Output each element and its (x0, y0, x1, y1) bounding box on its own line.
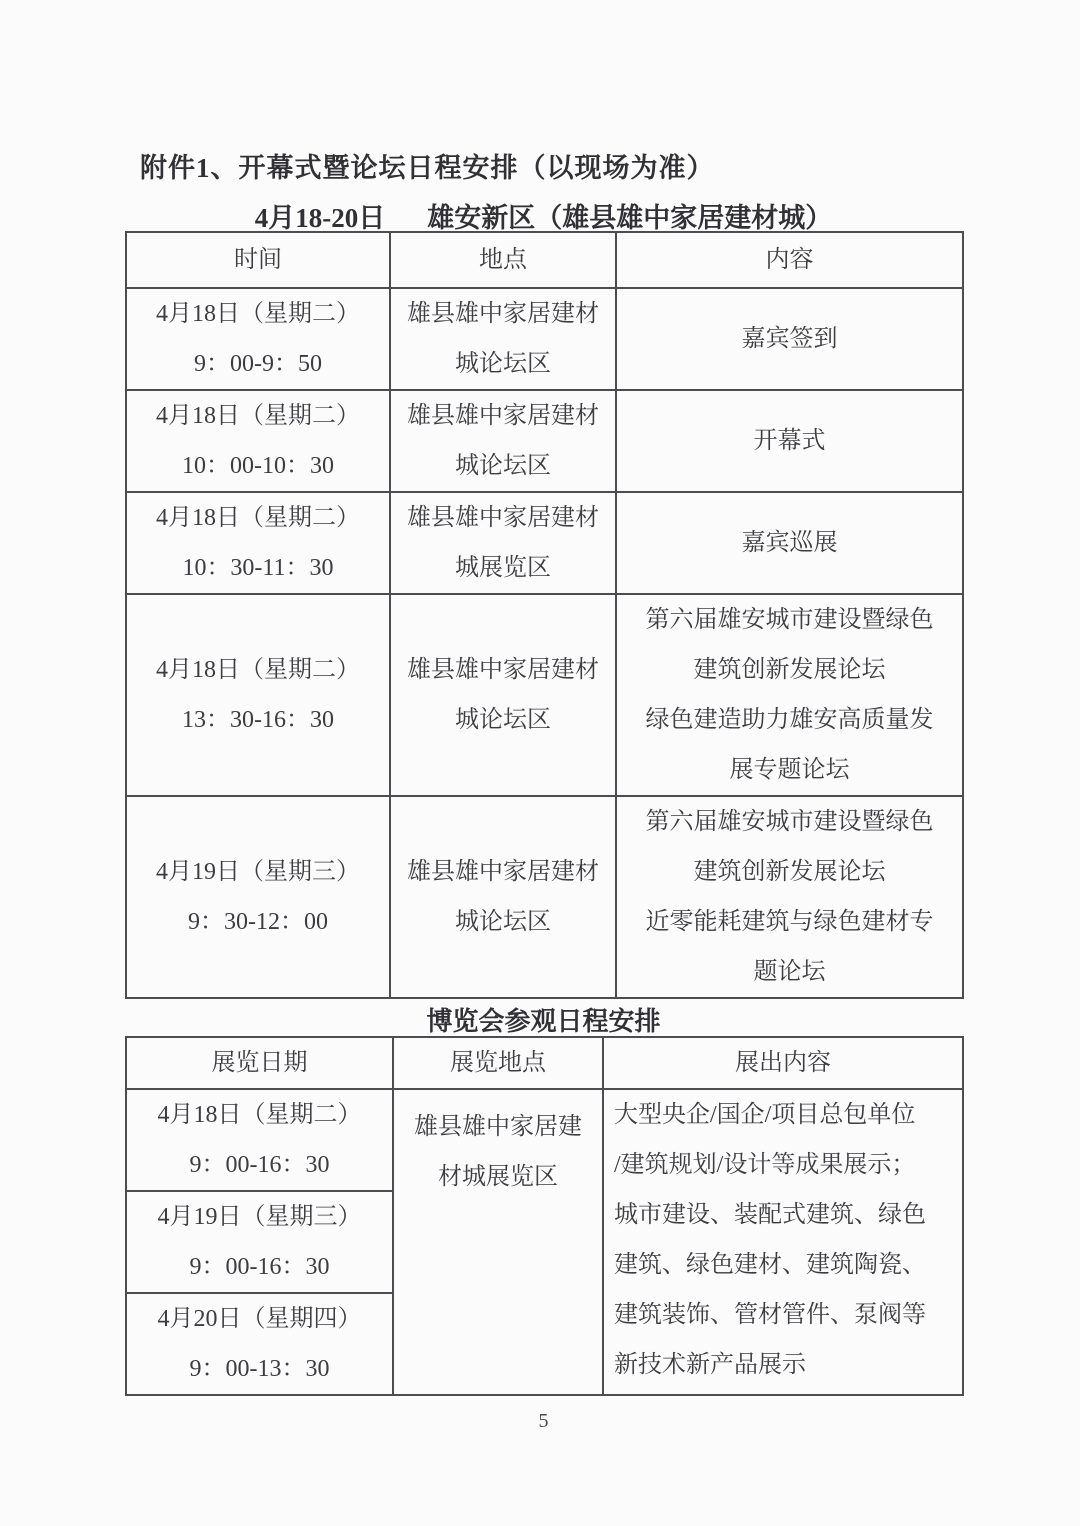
location-line: 雄县雄中家居建材 (407, 657, 599, 683)
col-header-exhibit-location: 展览地点 (393, 1037, 603, 1089)
col-header-content: 内容 (616, 232, 963, 288)
expo-header-row (126, 1037, 963, 1089)
col-header-time: 时间 (126, 232, 390, 288)
cell-content (616, 288, 963, 390)
content-line: 大型央企/国企/项目总包单位 (614, 1102, 916, 1128)
cell-time (126, 594, 390, 796)
content-line: 建筑创新发展论坛 (693, 657, 886, 683)
location-line: 城论坛区 (455, 909, 551, 935)
cell-location (390, 594, 616, 796)
content-line: 题论坛 (753, 959, 826, 985)
row-time: 9：30-12：00 (188, 909, 328, 935)
table-row (126, 594, 963, 796)
forum-header-row (126, 232, 963, 288)
row-time: 13：30-16：30 (182, 707, 334, 733)
row-time: 9：00-13：30 (189, 1356, 330, 1382)
cell-content (616, 796, 963, 998)
cell-exhibit-date (126, 1089, 393, 1191)
row-date: 4月18日（星期二） (156, 505, 360, 531)
col-header-location: 地点 (390, 232, 616, 288)
row-date: 4月18日（星期二） (157, 1102, 362, 1128)
row-date: 4月18日（星期二） (156, 657, 360, 683)
cell-time (126, 796, 390, 998)
content-line: 绿色建造助力雄安高质量发 (645, 707, 934, 733)
row-date: 4月19日（星期三） (157, 1204, 362, 1230)
cell-content (616, 390, 963, 492)
attachment-title: 附件1、开幕式暨论坛日程安排（以现场为准） (140, 153, 715, 183)
content-line: 城市建设、装配式建筑、绿色 (614, 1202, 926, 1228)
content-line: 嘉宾巡展 (741, 530, 838, 556)
row-time: 10：00-10：30 (182, 453, 334, 479)
content-line: 展专题论坛 (729, 757, 850, 783)
table-row (126, 796, 963, 998)
cell-location (390, 390, 616, 492)
table-row (126, 390, 963, 492)
table-row (126, 1089, 963, 1191)
event-date-range: 4月18-20日 (254, 203, 386, 233)
content-line: 第六届雄安城市建设暨绿色 (645, 809, 934, 835)
cell-content (616, 594, 963, 796)
cell-exhibit-content (603, 1089, 963, 1395)
event-venue: 雄安新区（雄县雄中家居建材城） (427, 203, 833, 233)
content-line: 嘉宾签到 (741, 326, 838, 352)
content-line: 第六届雄安城市建设暨绿色 (645, 607, 934, 633)
location-line: 雄县雄中家居建 (414, 1114, 582, 1140)
cell-content (616, 492, 963, 594)
location-line: 雄县雄中家居建材 (407, 505, 599, 531)
forum-schedule-table (125, 231, 964, 999)
table-row (126, 288, 963, 390)
row-date: 4月18日（星期二） (156, 403, 360, 429)
cell-exhibit-date (126, 1293, 393, 1395)
content-line: 建筑创新发展论坛 (693, 859, 886, 885)
location-line: 城论坛区 (455, 707, 551, 733)
cell-location (390, 796, 616, 998)
col-header-exhibit-date: 展览日期 (126, 1037, 393, 1089)
row-time: 9：00-9：50 (194, 351, 322, 377)
cell-location (390, 288, 616, 390)
location-line: 雄县雄中家居建材 (407, 301, 599, 327)
cell-location (390, 492, 616, 594)
col-header-exhibit-content: 展出内容 (603, 1037, 963, 1089)
expo-section-title: 博览会参观日程安排 (426, 1007, 661, 1036)
row-date: 4月18日（星期二） (156, 301, 360, 327)
cell-exhibit-location (393, 1089, 603, 1395)
content-line: 近零能耗建筑与绿色建材专 (645, 909, 934, 935)
expo-schedule-table (125, 1036, 964, 1396)
cell-time (126, 492, 390, 594)
location-line: 材城展览区 (438, 1164, 558, 1190)
row-time: 10：30-11：30 (182, 555, 334, 581)
row-date: 4月20日（星期四） (157, 1306, 362, 1332)
cell-time (126, 288, 390, 390)
content-line: /建筑规划/设计等成果展示； (614, 1152, 916, 1178)
location-line: 城论坛区 (455, 453, 551, 479)
location-line: 雄县雄中家居建材 (407, 859, 599, 885)
cell-exhibit-date (126, 1191, 393, 1293)
page-number: 5 (538, 1410, 549, 1432)
row-date: 4月19日（星期三） (156, 859, 360, 885)
content-line: 新技术新产品展示 (614, 1352, 806, 1378)
location-line: 城论坛区 (455, 351, 551, 377)
content-line: 建筑装饰、管材管件、泵阀等 (614, 1302, 926, 1328)
location-line: 雄县雄中家居建材 (407, 403, 599, 429)
content-line: 开幕式 (753, 428, 826, 454)
content-line: 建筑、绿色建材、建筑陶瓷、 (614, 1252, 926, 1278)
table-row (126, 492, 963, 594)
location-line: 城展览区 (455, 555, 551, 581)
row-time: 9：00-16：30 (189, 1152, 330, 1178)
row-time: 9：00-16：30 (189, 1254, 330, 1280)
event-date-venue-line (125, 196, 962, 235)
cell-time (126, 390, 390, 492)
